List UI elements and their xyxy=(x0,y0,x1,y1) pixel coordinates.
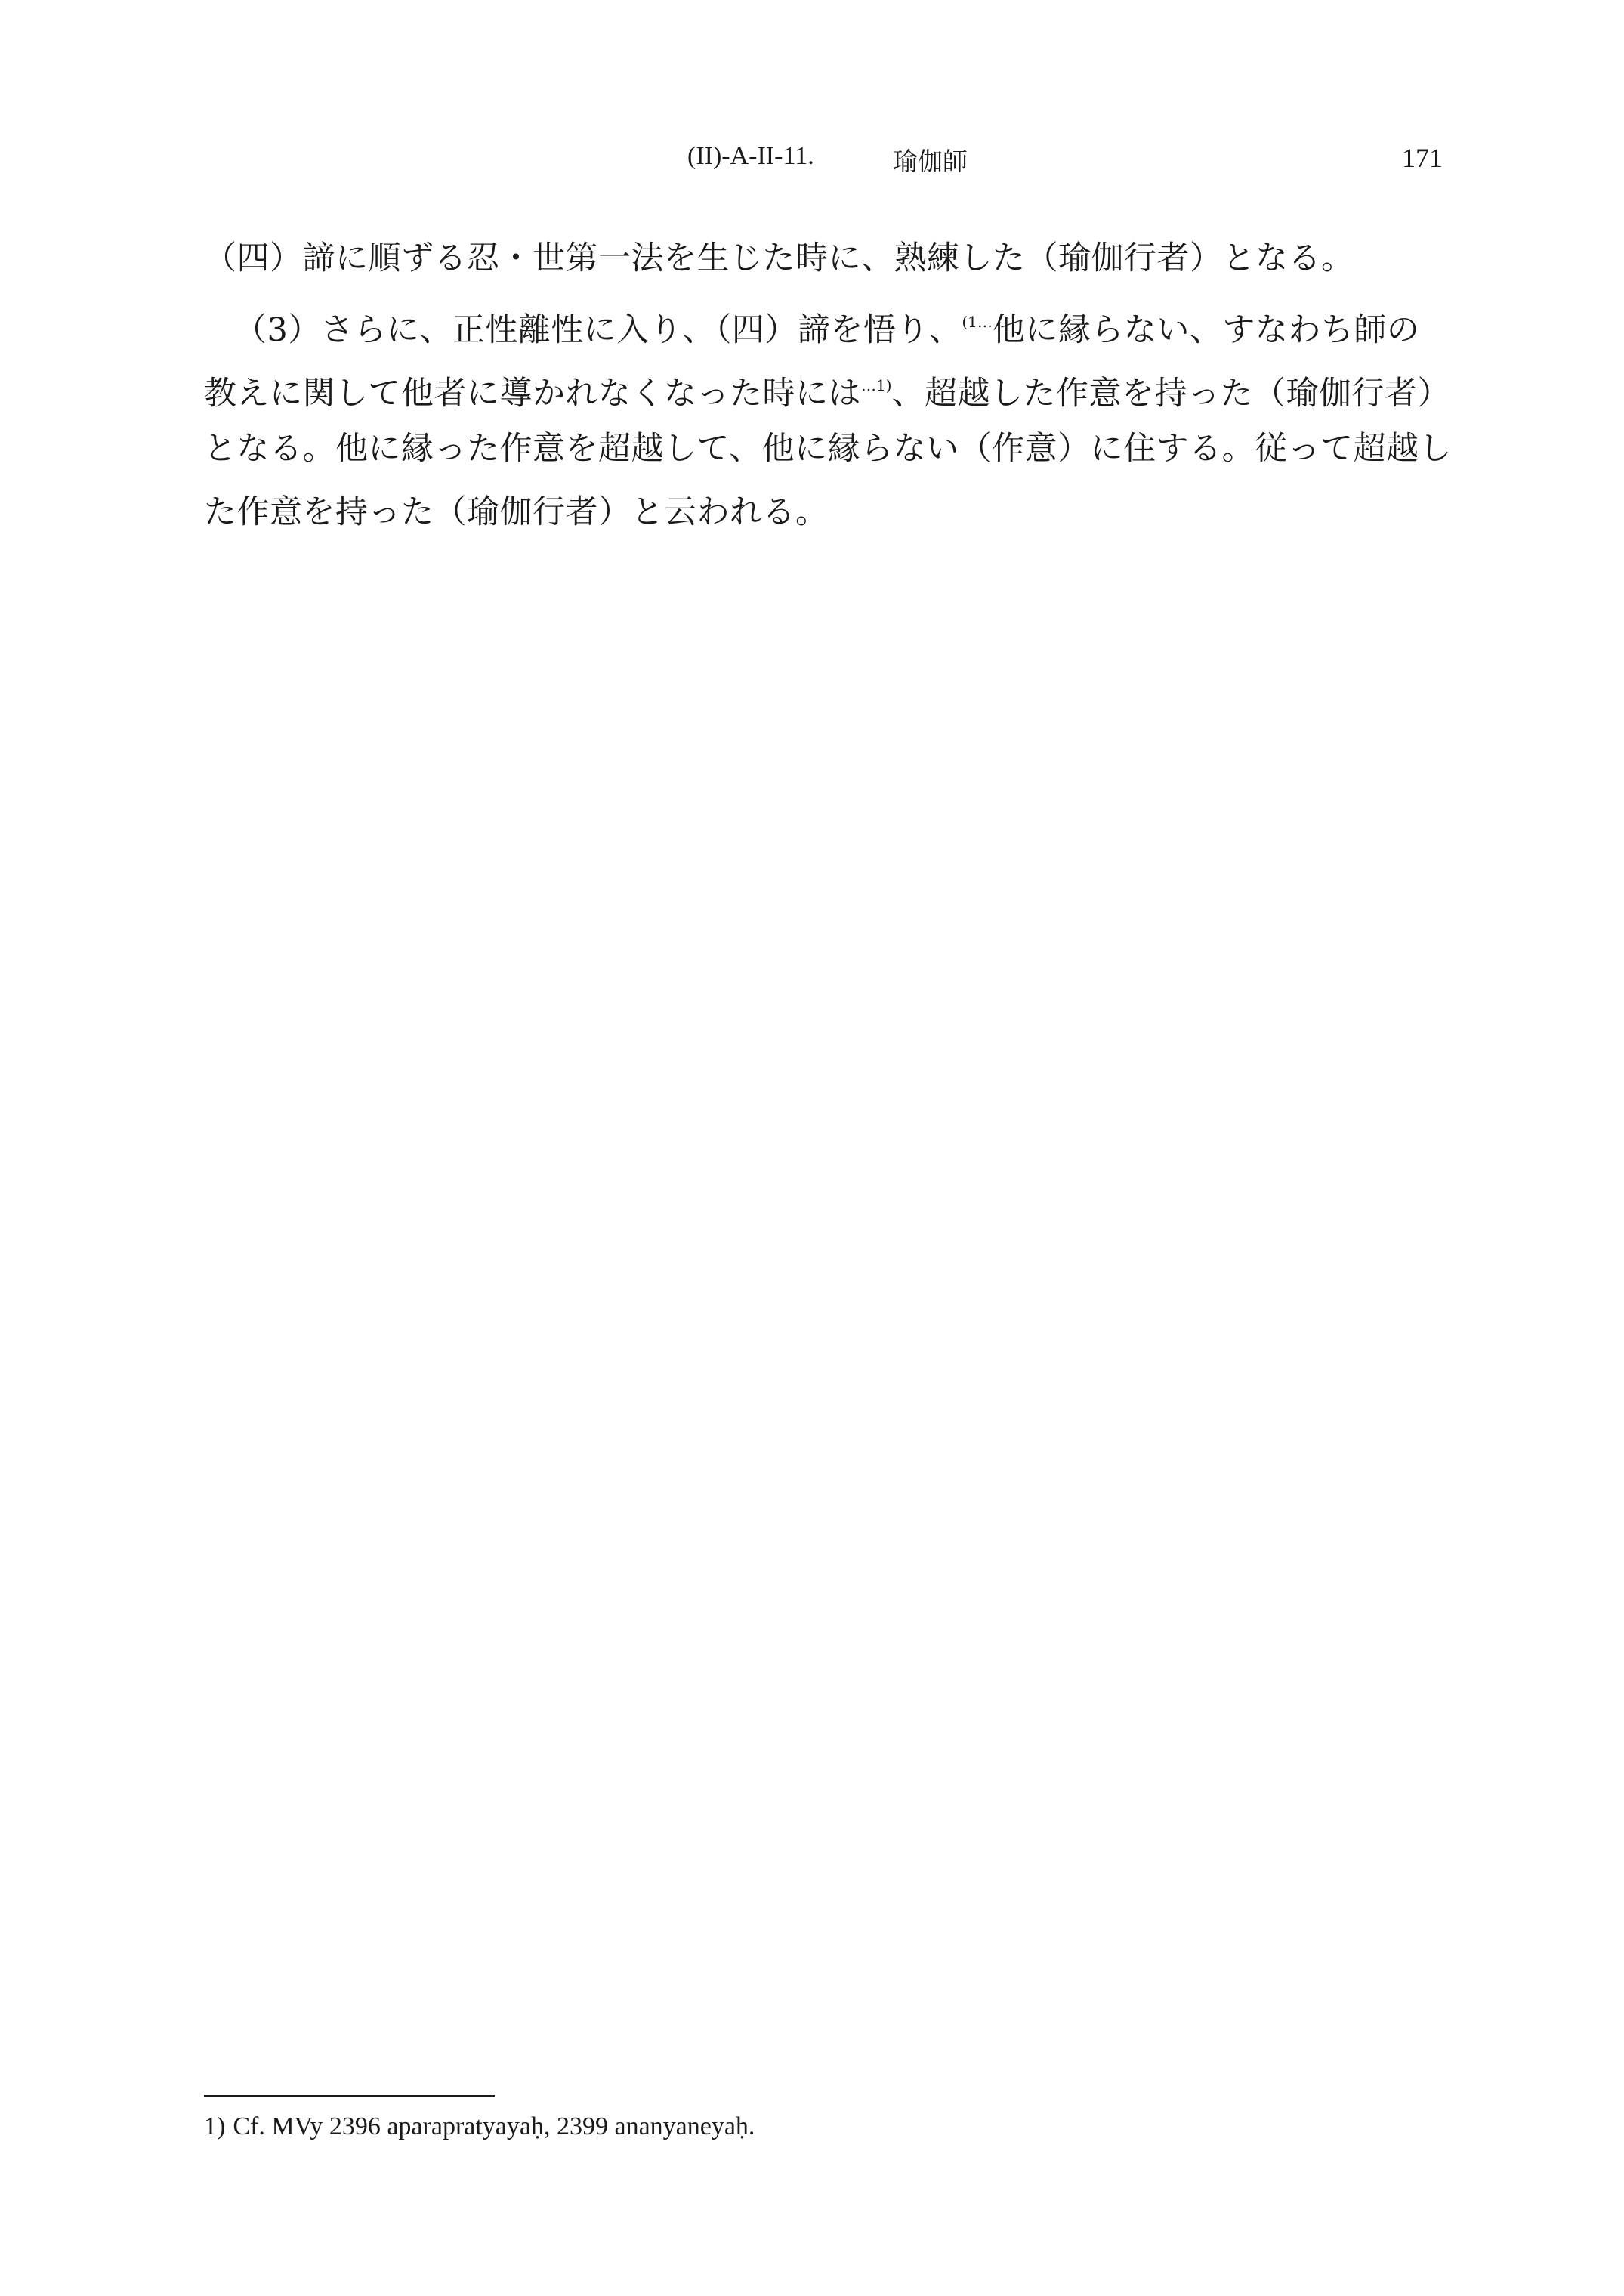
footnote-number: 1) xyxy=(204,2112,226,2140)
body-line-2-end: 他に縁らない、すなわち師の xyxy=(992,311,1420,349)
footnote-text: Cf. MVy 2396 aparapratyayaḥ, 2399 ananyaneyaḥ. xyxy=(233,2112,755,2140)
header-section-title: 瑜伽師 xyxy=(893,147,968,176)
body-text xyxy=(204,227,1473,544)
footnote-open-mark: (1… xyxy=(962,313,993,331)
body-line-2-start: （3）さらに、正性離性に入り、（四）諦を悟り、 xyxy=(234,311,962,349)
running-header xyxy=(204,142,1443,184)
footnote-divider xyxy=(204,2095,495,2097)
body-line-3-end: 、超越した作意を持った（瑜伽行者） xyxy=(891,375,1451,413)
body-line-2 xyxy=(204,290,1473,354)
body-line-4: となる。他に縁った作意を超越して、他に縁らない（作意）に住する。従って超越し xyxy=(204,430,1453,468)
body-line-3-start: 教えに関して他者に導かれなくなった時には xyxy=(204,375,861,413)
header-section-number: (II)-A-II-11. xyxy=(687,142,814,170)
body-line-3 xyxy=(204,354,1473,417)
footnote xyxy=(204,2108,755,2146)
body-line-5: た作意を持った（瑜伽行者）と云われる。 xyxy=(204,493,829,531)
body-line-1: （四）諦に順ずる忍・世第一法を生じた時に、熟練した（瑜伽行者）となる。 xyxy=(204,239,1354,277)
page-number: 171 xyxy=(1402,143,1443,173)
footnote-close-mark: …1) xyxy=(861,376,892,394)
